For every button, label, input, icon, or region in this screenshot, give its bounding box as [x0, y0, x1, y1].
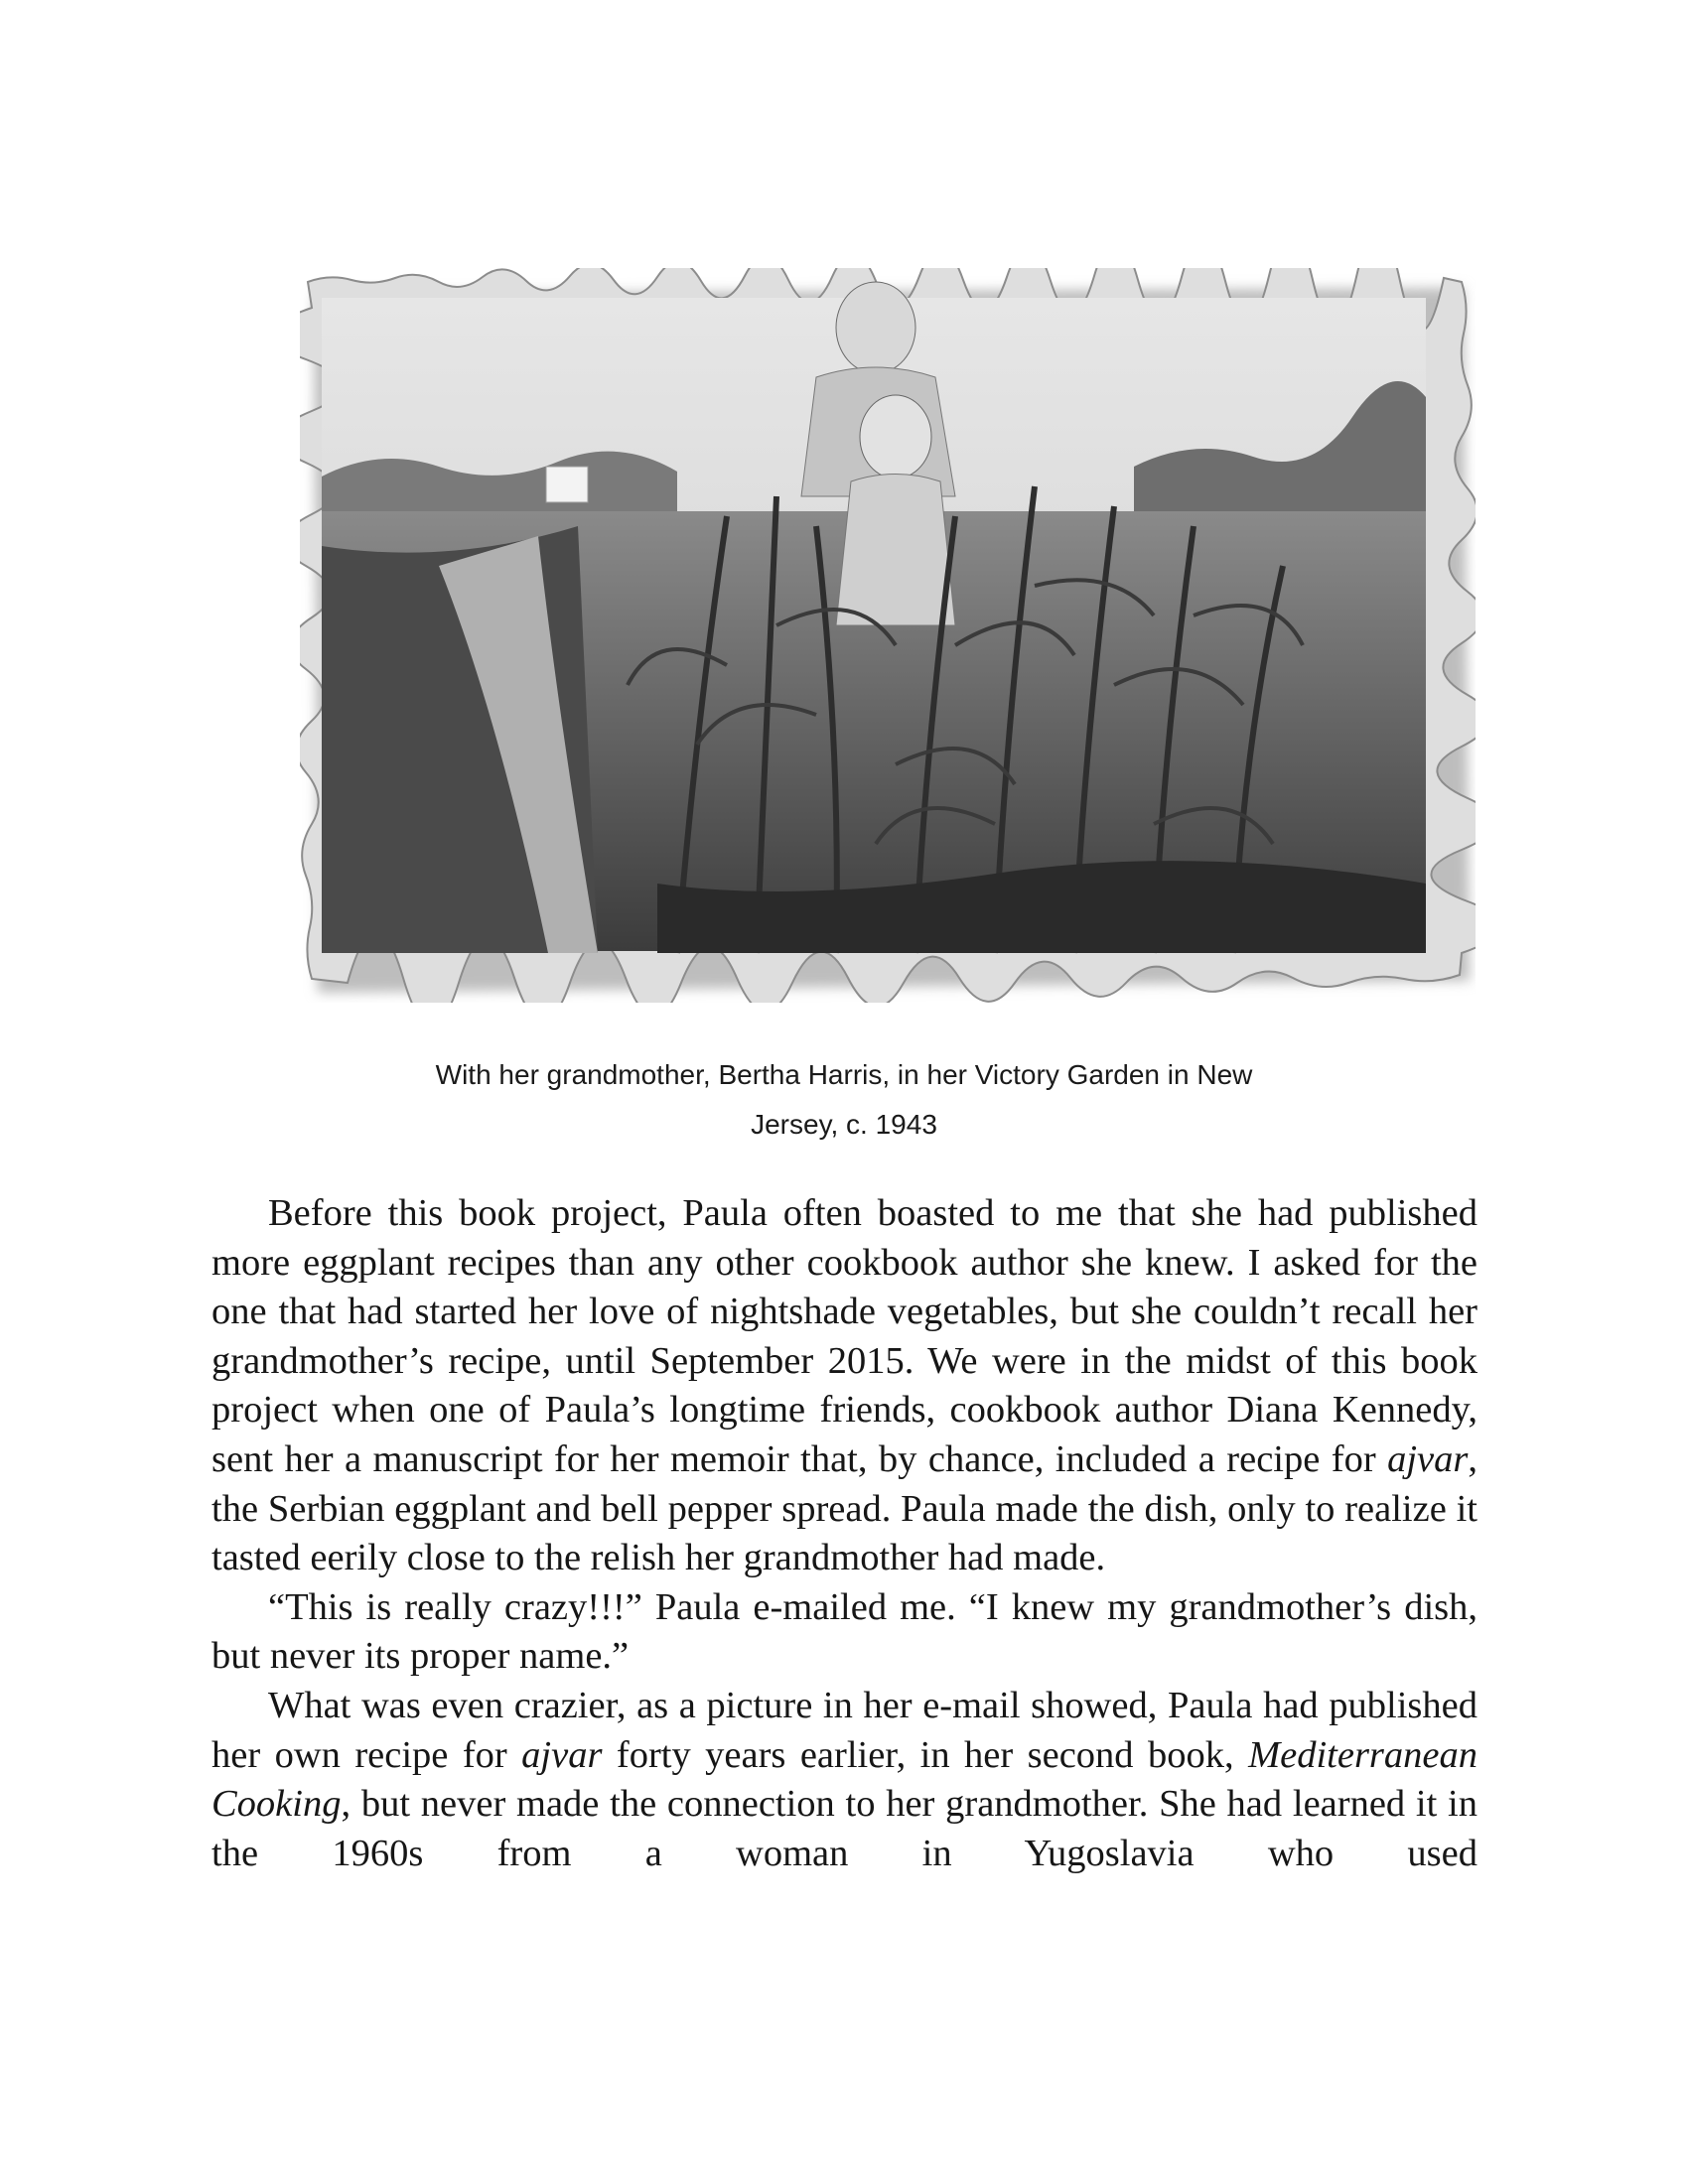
paragraph-3: [211, 1682, 1477, 1878]
paragraph-1-text: Before this book project, Paula often boasted to me that she had published more eggplant recipes than any other cookbook author she knew. I asked for the one that had started her love of nightshade vegetables, but she couldn’t recall her grandmother’s recipe, until September 2015. We were in the midst of this book project when one of Paula’s longtime friends, cookbook author Diana Kennedy, sent her a manuscript for her memoir that, by chance, included a recipe for: [211, 1192, 1477, 1480]
caption-line-1: With her grandmother, Bertha Harris, in her Victory Garden in New: [435, 1059, 1253, 1090]
ajvar-italic: ajvar: [521, 1733, 603, 1776]
paragraph-2-text: “This is really crazy!!!” Paula e-mailed me. “I knew my grandmother’s dish, but never its proper name.”: [211, 1585, 1477, 1678]
paragraph-3-text: What was even crazier, as a picture in her e-mail showed, Paula had published her own recipe for: [211, 1684, 1477, 1776]
paragraph-2: [211, 1583, 1477, 1682]
book-title-italic: Mediterranean Cooking: [211, 1733, 1478, 1826]
vintage-garden-photograph-icon: [300, 268, 1476, 1003]
paragraph-3-text-end: , but never made the connection to her grandmother. She had learned it in the 1960s from a woman in Yugoslavia who used: [211, 1783, 1477, 1874]
paragraph-1-text-end: , the Serbian eggplant and bell pepper spread. Paula made the dish, only to realize it tasted eerily close to the relish her grandmother had made.: [211, 1437, 1477, 1579]
ajvar-italic: ajvar: [1387, 1437, 1469, 1480]
photograph: [300, 268, 1476, 1003]
body-text: [211, 1189, 1477, 1878]
photo-caption: [298, 1050, 1390, 1150]
paragraph-3-text-mid: forty years earlier, in her second book,: [602, 1733, 1249, 1776]
paragraph-1: [211, 1189, 1477, 1583]
caption-line-2: Jersey, c. 1943: [751, 1109, 937, 1140]
